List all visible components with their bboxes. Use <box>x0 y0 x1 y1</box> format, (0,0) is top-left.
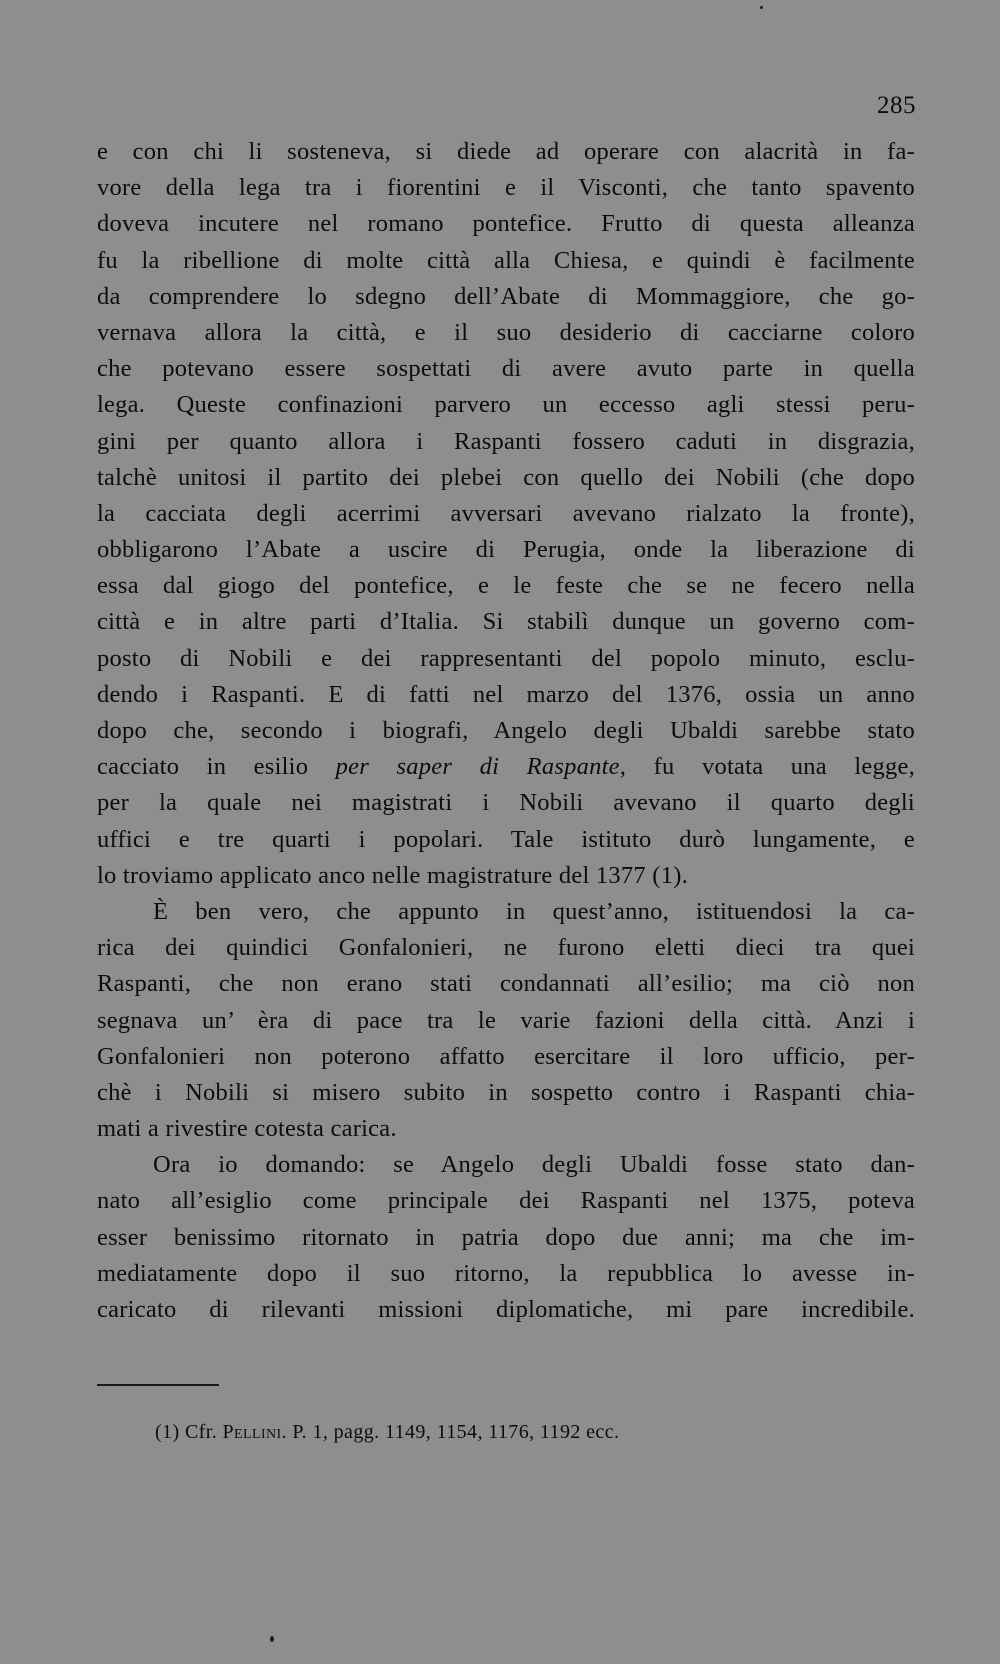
footnote-marker: (1) <box>155 1421 180 1443</box>
text-line: vernava allora la città, e il suo desiderio di cacciarne coloro <box>97 318 915 346</box>
text-line: Ora io domando: se Angelo degli Ubaldi fosse stato dan- <box>153 1151 915 1179</box>
text-line: uffici e tre quarti i popolari. Tale istituto durò lungamente, e <box>97 825 915 853</box>
text-line: da comprendere lo sdegno dell’Abate di Mommaggiore, che go- <box>97 282 915 310</box>
text-line: città e in altre parti d’Italia. Si stabilì dunque un governo com- <box>97 608 915 636</box>
text-line: che potevano essere sospettati di avere avuto parte in quella <box>97 355 915 383</box>
text-line: essa dal giogo del pontefice, e le feste che se ne fecero nella <box>97 572 915 600</box>
text-line: lo troviamo applicato anco nelle magistrature del 1377 (1). <box>97 861 688 889</box>
text-line: rica dei quindici Gonfalonieri, ne furono eletti dieci tra quei <box>97 934 915 962</box>
text-line: Gonfalonieri non poterono affatto esercitare il loro ufficio, per- <box>97 1042 915 1070</box>
text-line: doveva incutere nel romano pontefice. Frutto di questa alleanza <box>97 210 915 238</box>
text-line: mediatamente dopo il suo ritorno, la repubblica lo avesse in- <box>97 1259 915 1287</box>
footnote-separator <box>97 1384 219 1386</box>
footnote-reference: P. 1, pagg. 1149, 1154, 1176, 1192 ecc. <box>292 1421 620 1443</box>
text-line: caricato di rilevanti missioni diplomatiche, mi pare incredibile. <box>97 1296 915 1323</box>
text-line: obbligarono l’Abate a uscire di Perugia, onde la liberazione di <box>97 536 915 564</box>
scan-speck <box>760 6 763 9</box>
italic-segment: per saper di Raspante, <box>335 753 627 781</box>
text-line <box>97 749 915 785</box>
text-line: dendo i Raspanti. E di fatti nel marzo del 1376, ossia un anno <box>97 680 915 708</box>
text-line: mati a rivestire cotesta carica. <box>97 1115 397 1143</box>
text-line: fu la ribellione di molte città alla Chiesa, e quindi è facilmente <box>97 246 915 274</box>
text-line: gini per quanto allora i Raspanti fossero caduti in disgrazia, <box>97 427 915 455</box>
text-line: segnava un’ èra di pace tra le varie fazioni della città. Anzi i <box>97 1006 915 1034</box>
text-segment: fu votata una legge, <box>626 753 915 781</box>
text-line: talchè unitosi il partito dei plebei con quello dei Nobili (che dopo <box>97 463 915 491</box>
text-line: Raspanti, che non erano stati condannati all’esilio; ma ciò non <box>97 970 915 998</box>
text-line: È ben vero, che appunto in quest’anno, istituendosi la ca- <box>153 897 915 925</box>
text-line: per la quale nei magistrati i Nobili avevano il quarto degli <box>97 789 915 817</box>
text-segment: cacciato in esilio <box>97 753 336 781</box>
text-line: lega. Queste confinazioni parvero un eccesso agli stessi peru- <box>97 391 915 419</box>
text-line: chè i Nobili si misero subito in sospetto contro i Raspanti chia- <box>97 1078 915 1106</box>
text-line: la cacciata degli acerrimi avversari avevano rialzato la fronte), <box>97 499 915 527</box>
scan-speck <box>270 1636 274 1642</box>
text-line: nato all’esiglio come principale dei Raspanti nel 1375, poteva <box>97 1187 915 1215</box>
text-line: esser benissimo ritornato in patria dopo due anni; ma che im- <box>97 1223 915 1251</box>
footnote-cfr: Cfr. <box>184 1421 218 1443</box>
footnote-author: Pellini. <box>222 1421 287 1443</box>
text-line: vore della lega tra i fiorentini e il Visconti, che tanto spavento <box>97 174 915 202</box>
text-line: posto di Nobili e dei rappresentanti del popolo minuto, esclu- <box>97 644 915 672</box>
text-line: e con chi li sosteneva, si diede ad operare con alacrità in fa- <box>97 138 915 165</box>
footnote <box>155 1418 619 1446</box>
text-line: dopo che, secondo i biografi, Angelo degli Ubaldi sarebbe stato <box>97 717 915 744</box>
page-number: 285 <box>877 92 916 119</box>
body-text <box>97 134 915 1328</box>
